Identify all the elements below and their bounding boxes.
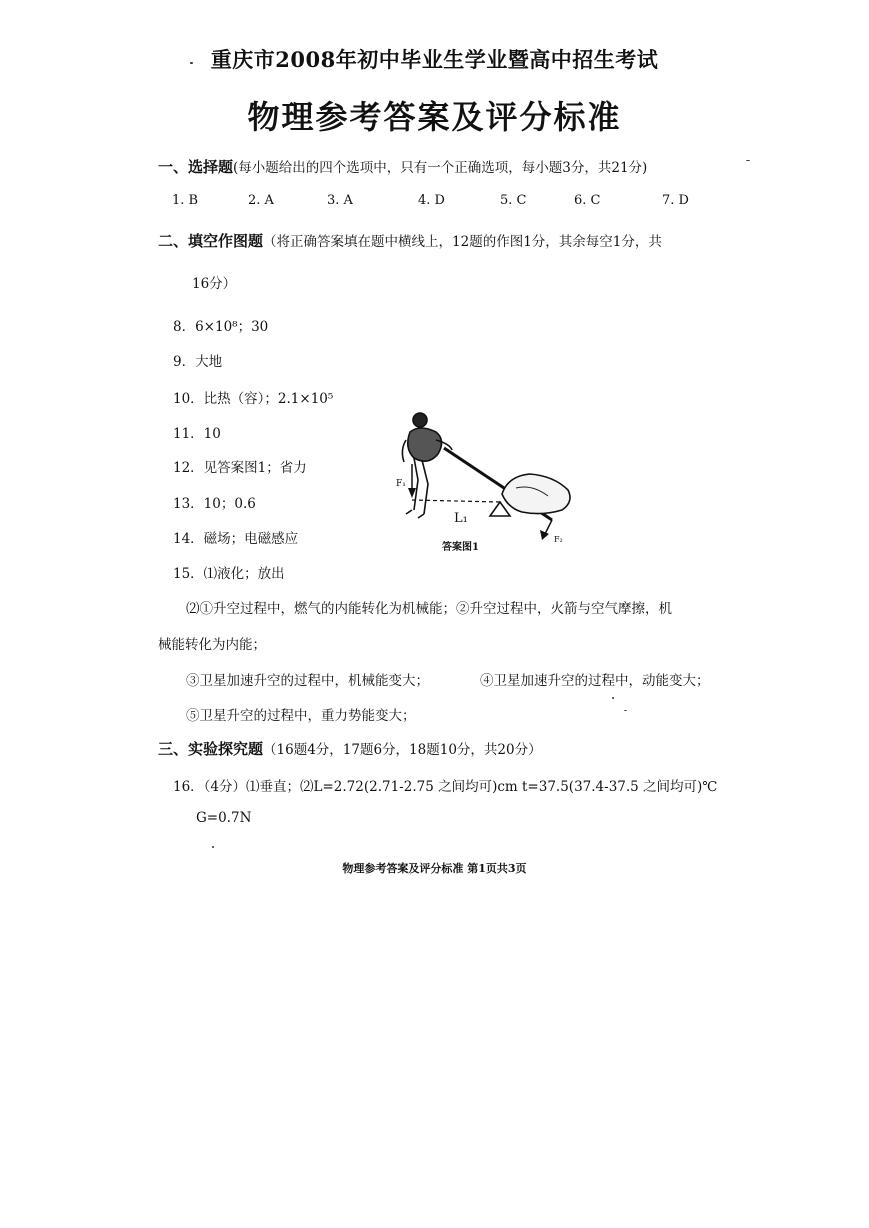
section-2-heading: [158, 230, 662, 251]
scan-speck: [212, 846, 214, 848]
scan-speck: [624, 710, 627, 711]
person-illustration: [402, 413, 452, 518]
answer-3: 3. A: [327, 193, 353, 208]
answer-15-4: ④卫星加速升空的过程中，动能变大；: [480, 673, 710, 689]
section-1-note: (每小题给出的四个选项中，只有一个正确选项，每小题3分，共21分): [233, 160, 648, 176]
scan-speck: [612, 697, 614, 699]
scan-speck: [190, 62, 193, 64]
scan-speck: [746, 160, 750, 161]
answer-2: 2. A: [248, 193, 274, 208]
lever-drawing: [392, 410, 582, 550]
lever-figure: [392, 410, 582, 553]
l1-label: L₁: [454, 511, 468, 526]
section-2-title: 二、填空作图题: [158, 232, 264, 250]
page-footer: 物理参考答案及评分标准 第1页共3页: [342, 862, 527, 875]
section-1-heading: [158, 156, 647, 177]
exam-title: 重庆市2008年初中毕业生学业暨高中招生考试: [210, 47, 659, 72]
section-2-note-cont: 16分）: [192, 276, 237, 292]
answer-11: 11．10: [173, 426, 221, 442]
answer-12: 12．见答案图1；省力: [173, 460, 307, 476]
answer-14: 14．磁场；电磁感应: [173, 531, 299, 547]
answer-15-2a: ⑵①升空过程中，燃气的内能转化为机械能；②升空过程中，火箭与空气摩擦，机: [186, 601, 672, 617]
fulcrum: [490, 502, 510, 516]
answer-1: 1. B: [172, 193, 199, 208]
section-2-note: （将正确答案填在题中横线上，12题的作图1分，其余每空1分，共: [263, 234, 662, 250]
answer-16-g: G=0.7N: [196, 810, 252, 826]
document-title: 物理参考答案及评分标准: [247, 98, 622, 136]
answer-9: 9．大地: [173, 354, 223, 370]
section-3-heading: [158, 738, 542, 759]
answer-10: 10．比热（容）；2.1×10⁵: [173, 391, 334, 407]
section-1-title: 一、选择题: [158, 158, 234, 176]
answer-5: 5. C: [500, 193, 527, 208]
answer-15-3: ③卫星加速升空的过程中，机械能变大；: [186, 673, 429, 689]
answer-15-2b: 械能转化为内能；: [158, 637, 266, 653]
answer-16: 16．（4分）⑴垂直；⑵L=2.72(2.71-2.75 之间均可)cm t=37.5(37.4-37.5 之间均可)℃: [173, 779, 718, 795]
figure-caption: 答案图1: [442, 542, 479, 553]
answer-8: 8．6×10⁸；30: [173, 319, 269, 335]
answer-6: 6. C: [574, 193, 601, 208]
f2-label: F₂: [554, 535, 563, 544]
answer-15-1: 15．⑴液化；放出: [173, 566, 285, 582]
rock: [502, 474, 570, 514]
section-3-title: 三、实验探究题: [158, 740, 264, 758]
answer-4: 4. D: [418, 193, 445, 208]
answer-7: 7. D: [662, 193, 689, 208]
f1-label: F₁: [396, 479, 406, 489]
answer-13: 13．10；0.6: [173, 496, 256, 512]
section-3-note: （16题4分，17题6分，18题10分，共20分）: [263, 742, 542, 758]
answer-15-5: ⑤卫星升空的过程中，重力势能变大；: [186, 708, 416, 724]
